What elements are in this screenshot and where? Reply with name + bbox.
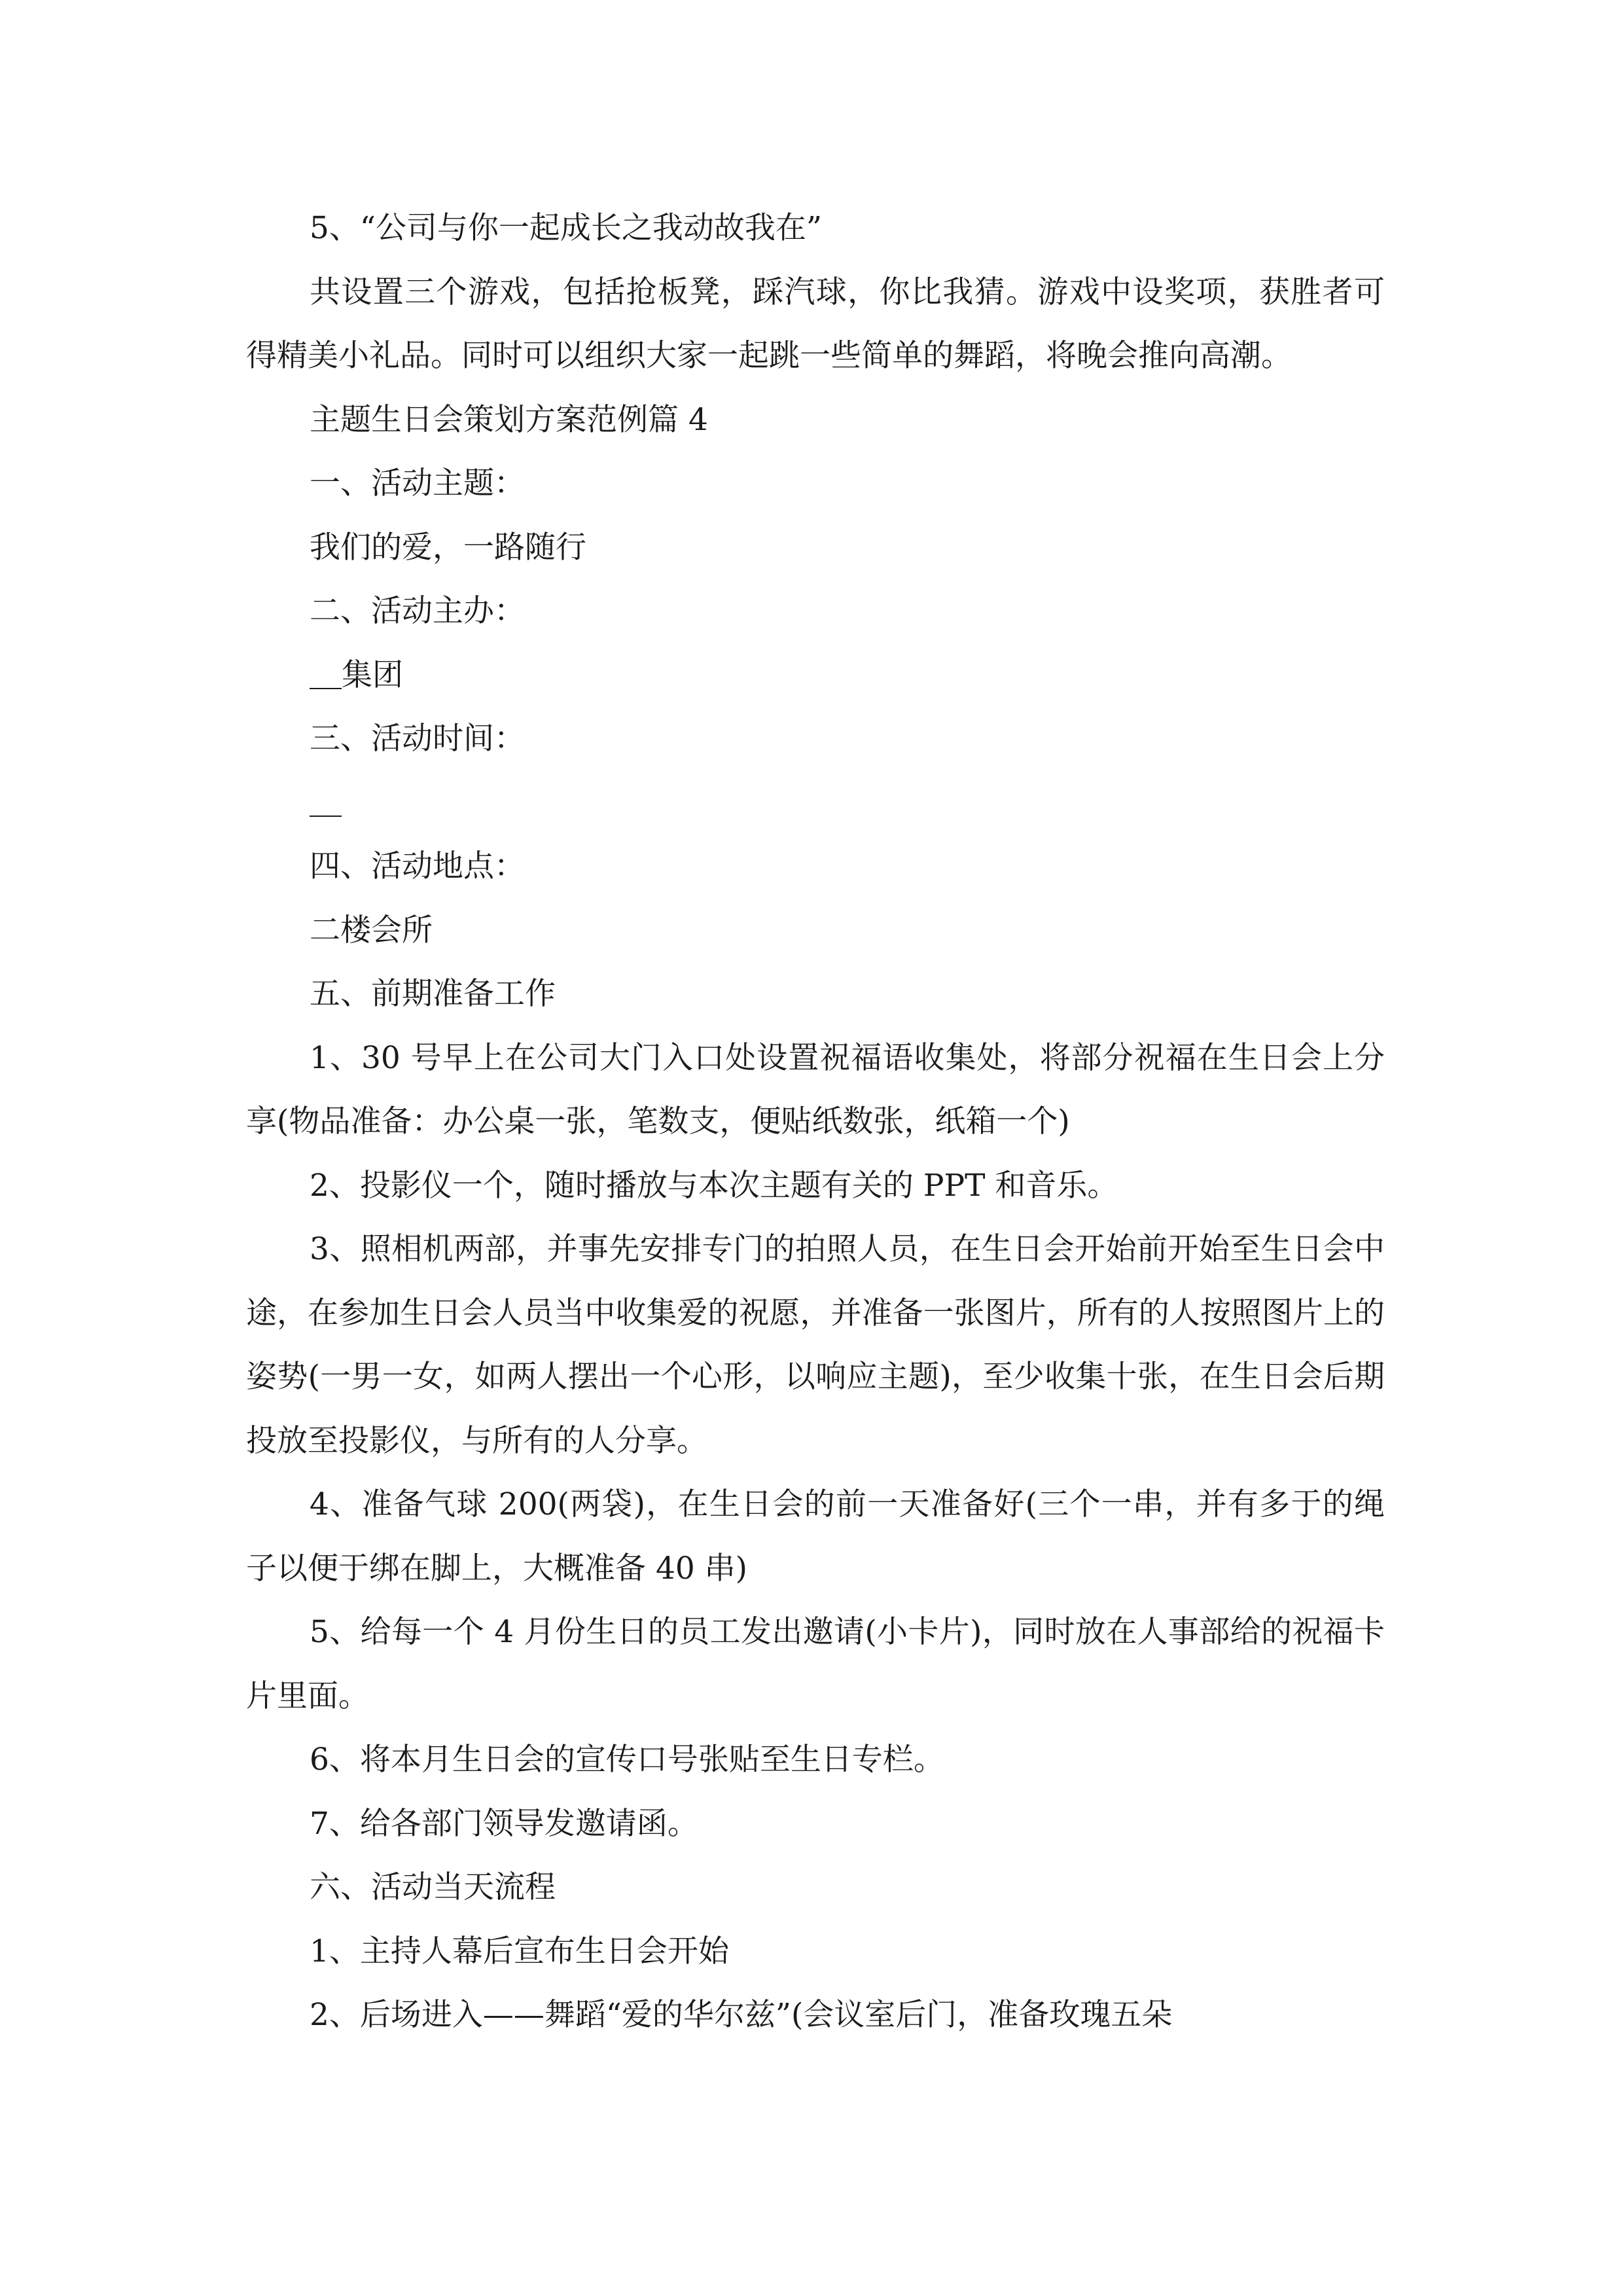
paragraph-text: 6、将本月生日会的宣传口号张贴至生日专栏。 xyxy=(310,1742,944,1778)
paragraph-text: 二、活动主办： xyxy=(310,593,525,629)
paragraph xyxy=(246,1473,1385,1600)
document-body xyxy=(246,196,1385,2047)
paragraph-text: 5、“公司与你一起成长之我动故我在” xyxy=(310,210,822,246)
paragraph xyxy=(246,260,1385,388)
paragraph xyxy=(246,1728,1385,1792)
paragraph xyxy=(246,196,1385,260)
fill-in-blank-line xyxy=(310,816,342,817)
paragraph-text: 二楼会所 xyxy=(310,912,433,948)
paragraph-text: 四、活动地点： xyxy=(310,848,525,884)
paragraph-text: 1、30 号早上在公司大门入口处设置祝福语收集处，将部分祝福在生日会上分享(物品准备：办公桌一张，笔数支，便贴纸数张，纸箱一个) xyxy=(246,1039,1385,1139)
paragraph-text: 六、活动当天流程 xyxy=(310,1869,556,1905)
paragraph xyxy=(246,899,1385,963)
paragraph-text: 五、前期准备工作 xyxy=(310,976,556,1012)
paragraph xyxy=(246,1154,1385,1218)
paragraph xyxy=(246,643,1385,708)
paragraph-text: 2、投影仪一个，随时播放与本次主题有关的 PPT 和音乐。 xyxy=(310,1167,1118,1204)
paragraph xyxy=(246,962,1385,1026)
paragraph-text: 7、给各部门领导发邀请函。 xyxy=(310,1805,698,1842)
paragraph xyxy=(246,1920,1385,1984)
paragraph xyxy=(246,1026,1385,1154)
paragraph xyxy=(246,1792,1385,1856)
paragraph xyxy=(246,452,1385,516)
paragraph xyxy=(246,516,1385,580)
paragraph-text: 1、主持人幕后宣布生日会开始 xyxy=(310,1933,729,1969)
paragraph xyxy=(246,1983,1385,2047)
paragraph xyxy=(246,1600,1385,1728)
paragraph-text: 3、照相机两部，并事先安排专门的拍照人员，在生日会开始前开始至生日会中途，在参加生日会人员当中收集爱的祝愿，并准备一张图片，所有的人按照图片上的姿势(一男一女，如两人摆出一个心形，以响应主题)，至少收集十张，在生日会后期投放至投影仪，与所有的人分享。 xyxy=(246,1231,1385,1459)
paragraph-text: 我们的爱，一路随行 xyxy=(310,529,586,565)
paragraph-text: 三、活动时间： xyxy=(310,721,525,757)
paragraph xyxy=(246,834,1385,899)
paragraph xyxy=(246,1856,1385,1920)
paragraph-text: 一、活动主题： xyxy=(310,465,525,501)
paragraph xyxy=(246,579,1385,643)
paragraph-text: 共设置三个游戏，包括抢板凳，踩汽球，你比我猜。游戏中设奖项，获胜者可得精美小礼品。同时可以组织大家一起跳一些简单的舞蹈，将晚会推向高潮。 xyxy=(246,274,1385,374)
paragraph-text: 2、后场进入——舞蹈“爱的华尔兹”(会议室后门，准备玫瑰五朵 xyxy=(310,1997,1173,2033)
paragraph xyxy=(246,771,1385,835)
paragraph xyxy=(246,388,1385,452)
paragraph-text: 4、准备气球 200(两袋)，在生日会的前一天准备好(三个一串，并有多于的绳子以便于绑在脚上，大概准备 40 串) xyxy=(246,1486,1385,1587)
paragraph-text: 5、给每一个 4 月份生日的员工发出邀请(小卡片)，同时放在人事部给的祝福卡片里面。 xyxy=(246,1614,1385,1714)
paragraph xyxy=(246,1217,1385,1473)
paragraph-text: 主题生日会策划方案范例篇 4 xyxy=(310,401,708,438)
paragraph-text: 集团 xyxy=(342,656,403,693)
paragraph xyxy=(246,707,1385,771)
fill-in-blank-line xyxy=(310,688,342,689)
